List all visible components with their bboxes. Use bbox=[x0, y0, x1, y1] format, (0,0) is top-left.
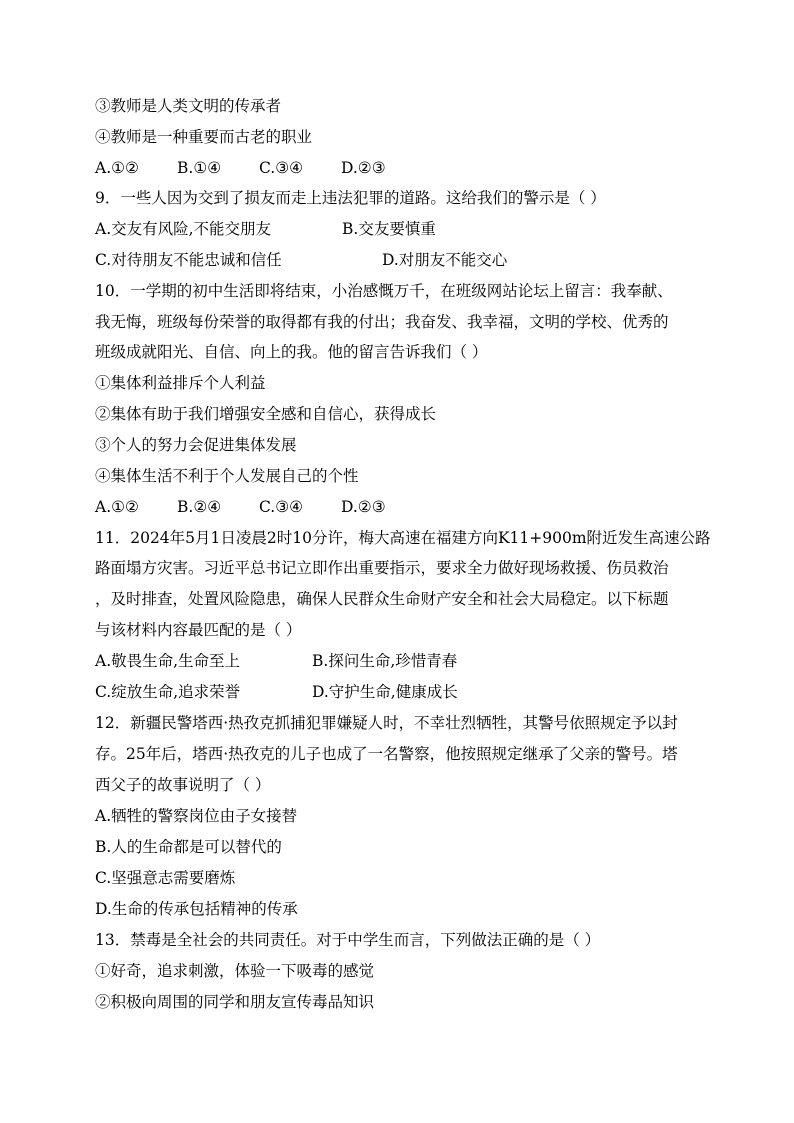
q11-stem-line-2: 路面塌方灾害。习近平总书记立即作出重要指示，要求全力做好现场救援、伤员救治 bbox=[95, 559, 669, 577]
q9-option-d: D.对朋友不能交心 bbox=[382, 251, 508, 269]
q11-stem-line-1: 11．2024年5月1日凌晨2时10分许，梅大高速在福建方向K11+900m附近发生高速公路 bbox=[95, 529, 711, 547]
q13-statement-1: ①好奇，追求刺激，体验一下吸毒的感觉 bbox=[95, 962, 375, 980]
q11-stem-line-3: ，及时排查，处置风险隐患，确保人民群众生命财产安全和社会大局稳定。以下标题 bbox=[95, 590, 669, 608]
q13-statement-2: ②积极向周围的同学和朋友宣传毒品知识 bbox=[95, 993, 375, 1011]
q10-statement-3: ③个人的努力会促进集体发展 bbox=[95, 436, 297, 454]
q9-stem: 9．一些人因为交到了损友而走上违法犯罪的道路。这给我们的警示是（ ） bbox=[95, 189, 606, 207]
q11-stem-line-4: 与该材料内容最匹配的是（ ） bbox=[95, 621, 302, 639]
q11-option-a: A.敬畏生命,生命至上 bbox=[95, 652, 241, 670]
q8-option-c: C.③④ bbox=[259, 159, 304, 177]
q8-option-d: D.②③ bbox=[341, 159, 386, 177]
q10-statement-2: ②集体有助于我们增强安全感和自信心，获得成长 bbox=[95, 405, 437, 423]
q10-option-c: C.③④ bbox=[259, 498, 304, 516]
q10-statement-4: ④集体生活不利于个人发展自己的个性 bbox=[95, 467, 359, 485]
q10-option-b: B.②④ bbox=[177, 498, 222, 516]
q9-options-row-2 bbox=[95, 250, 705, 270]
q12-option-c: C.坚强意志需要磨炼 bbox=[95, 869, 236, 887]
q8-statement-4: ④教师是一种重要而古老的职业 bbox=[95, 128, 313, 146]
q9-option-b: B.交友要慎重 bbox=[342, 220, 436, 238]
q9-option-c: C.对待朋友不能忠诚和信任 bbox=[95, 251, 282, 269]
q10-stem-line-1: 10．一学期的初中生活即将结束，小治感慨万千，在班级网站论坛上留言：我奉献、 bbox=[95, 282, 673, 300]
q11-option-d: D.守护生命,健康成长 bbox=[312, 683, 458, 701]
q8-option-b: B.①④ bbox=[177, 159, 222, 177]
q10-stem-line-2: 我无悔，班级每份荣誉的取得都有我的付出；我奋发、我幸福，文明的学校、优秀的 bbox=[95, 313, 669, 331]
q11-option-b: B.探问生命,珍惜青春 bbox=[312, 652, 458, 670]
q10-option-d: D.②③ bbox=[341, 498, 386, 516]
q12-stem-line-3: 西父子的故事说明了（ ） bbox=[95, 776, 271, 794]
q12-option-b: B.人的生命都是可以替代的 bbox=[95, 838, 282, 856]
q11-options-row-1 bbox=[95, 651, 705, 671]
q12-stem-line-1: 12．新疆民警塔西·热孜克抓捕犯罪嫌疑人时，不幸壮烈牺牲，其警号依照规定予以封 bbox=[95, 714, 678, 732]
q10-statement-1: ①集体利益排斥个人利益 bbox=[95, 374, 266, 392]
q12-option-a: A.牺牲的警察岗位由子女接替 bbox=[95, 807, 298, 825]
q13-stem: 13．禁毒是全社会的共同责任。对于中学生而言，下列做法正确的是（ ） bbox=[95, 931, 601, 949]
q10-options bbox=[95, 497, 705, 517]
q12-option-d: D.生命的传承包括精神的传承 bbox=[95, 900, 298, 918]
q11-options-row-2 bbox=[95, 682, 705, 702]
q8-statement-3: ③教师是人类文明的传承者 bbox=[95, 97, 282, 115]
q11-option-c: C.绽放生命,追求荣誉 bbox=[95, 683, 241, 701]
q8-options bbox=[95, 158, 705, 178]
q9-options-row-1 bbox=[95, 219, 705, 239]
q10-stem-line-3: 班级成就阳光、自信、向上的我。他的留言告诉我们（ ） bbox=[95, 343, 488, 361]
q12-stem-line-2: 存。25年后，塔西·热孜克的儿子也成了一名警察，他按照规定继承了父亲的警号。塔 bbox=[95, 745, 678, 763]
q8-option-a: A.①② bbox=[95, 159, 139, 177]
q9-option-a: A.交友有风险,不能交朋友 bbox=[95, 220, 272, 238]
q10-option-a: A.①② bbox=[95, 498, 139, 516]
